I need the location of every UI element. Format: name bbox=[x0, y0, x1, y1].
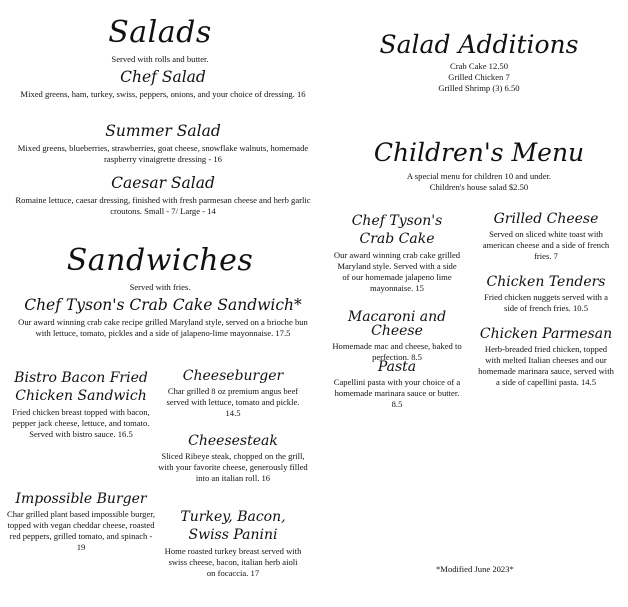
menu-item-bistro-chicken bbox=[8, 369, 154, 440]
childrens-menu-section bbox=[330, 140, 628, 193]
menu-item-caesar-salad bbox=[14, 176, 312, 217]
item-name: Chef Tyson's Crab Cake bbox=[351, 213, 443, 248]
item-description: Char grilled 8 oz premium angus beef served with lettuce, tomato and pickle. 14.5 bbox=[166, 386, 300, 418]
kids-item-crab-cake bbox=[333, 212, 461, 294]
modified-note: *Modified June 2023* bbox=[436, 564, 514, 574]
childrens-subtitle: A special menu for children 10 and under. bbox=[406, 171, 552, 181]
item-description: Homemade mac and cheese, baked to perfection. 8.5 bbox=[332, 341, 462, 362]
item-description: Herb-breaded fried chicken, topped with melted Italian cheeses and our homemade marinara sauce, served with a side of capellini pasta. 14.5 bbox=[478, 344, 614, 387]
item-description: Fried chicken breast topped with bacon, pepper jack cheese, lettuce, and tomato. Served with bistro sauce. 16.5 bbox=[12, 407, 150, 440]
item-name: Grilled Cheese bbox=[493, 211, 599, 227]
item-description: Romaine lettuce, caesar dressing, finished with fresh parmesan cheese and herb garlic croutons. Small - 7/ Large - 14 bbox=[15, 194, 311, 216]
salad-additions-section bbox=[330, 32, 628, 94]
item-description: Mixed greens, ham, turkey, swiss, peppers, onions, and your choice of dressing. 16 bbox=[20, 88, 306, 99]
item-description: Char grilled plant based impossible burger, topped with vegan cheddar cheese, roasted red peppers, grilled tomato, and spinach - 19 bbox=[7, 509, 155, 552]
item-description: Home roasted turkey breast served with swiss cheese, bacon, italian herb aioli on focaccia. 17 bbox=[164, 546, 302, 579]
menu-item-chef-salad bbox=[14, 70, 312, 100]
kids-item-mac-cheese bbox=[331, 310, 463, 363]
item-name: Summer Salad bbox=[105, 122, 221, 140]
item-description: Sliced Ribeye steak, chopped on the grill, with your favorite cheese, generously filled into an italian roll. 16 bbox=[158, 451, 308, 483]
item-name: Cheesesteak bbox=[188, 433, 278, 449]
item-name: Chef Salad bbox=[120, 68, 206, 86]
menu-item-impossible-burger bbox=[6, 492, 156, 553]
item-name: Chef Tyson's Crab Cake Sandwich* bbox=[24, 296, 302, 314]
menu-item-crab-cake-sandwich bbox=[14, 298, 312, 339]
childrens-house-salad: Children's house salad $2.50 bbox=[429, 182, 529, 192]
item-description: Fried chicken nuggets served with a side of french fries. 10.5 bbox=[484, 292, 608, 313]
item-name: Caesar Salad bbox=[111, 174, 215, 192]
sandwiches-section bbox=[0, 243, 320, 293]
item-name: Cheeseburger bbox=[182, 368, 284, 384]
addition-item: Grilled Shrimp (3) 6.50 bbox=[438, 83, 520, 93]
salads-section bbox=[0, 15, 320, 65]
salads-subtitle: Served with rolls and butter. bbox=[111, 54, 209, 64]
kids-item-chicken-parmesan bbox=[478, 327, 614, 388]
childrens-menu-title: Children's Menu bbox=[373, 138, 585, 167]
addition-item: Crab Cake 12.50 bbox=[450, 61, 508, 71]
kids-item-chicken-tenders bbox=[478, 275, 614, 314]
menu-item-cheesesteak bbox=[158, 434, 308, 484]
menu-item-turkey-panini bbox=[164, 508, 302, 579]
kids-item-grilled-cheese bbox=[478, 212, 614, 262]
footer bbox=[436, 564, 566, 575]
kids-item-pasta bbox=[333, 360, 461, 410]
item-name: Chicken Tenders bbox=[486, 274, 606, 290]
item-name: Pasta bbox=[377, 359, 417, 375]
salad-additions-title: Salad Additions bbox=[379, 30, 579, 59]
item-name: Bistro Bacon Fried Chicken Sandwich bbox=[14, 370, 148, 405]
salads-title: Salads bbox=[108, 15, 212, 50]
menu-item-cheeseburger bbox=[158, 369, 308, 419]
item-description: Mixed greens, blueberries, strawberries, goat cheese, snowflake walnuts, homemade raspberry vinaigrette dressing - 16 bbox=[17, 142, 309, 164]
menu-item-summer-salad bbox=[14, 124, 312, 165]
item-name: Turkey, Bacon, Swiss Panini bbox=[180, 509, 286, 544]
item-description: Capellini pasta with your choice of a homemade marinara sauce or butter. 8.5 bbox=[333, 377, 461, 409]
item-name: Chicken Parmesan bbox=[479, 326, 613, 342]
item-description: Our award winning crab cake recipe grilled Maryland style, served on a brioche bun with lettuce, tomato, pickles and a side of jalapeno-lime mayonnaise. 17.5 bbox=[18, 316, 308, 338]
item-name: Macaroni and Cheese bbox=[347, 309, 447, 339]
sandwiches-title: Sandwiches bbox=[66, 243, 254, 278]
item-description: Served on sliced white toast with american cheese and a side of french fries. 7 bbox=[482, 229, 610, 261]
item-name: Impossible Burger bbox=[15, 491, 147, 507]
item-description: Our award winning crab cake grilled Maryland style. Served with a side of our homemade jalapeno lime mayonnaise. 15 bbox=[333, 250, 461, 294]
addition-item: Grilled Chicken 7 bbox=[448, 72, 510, 82]
sandwiches-subtitle: Served with fries. bbox=[129, 282, 191, 292]
